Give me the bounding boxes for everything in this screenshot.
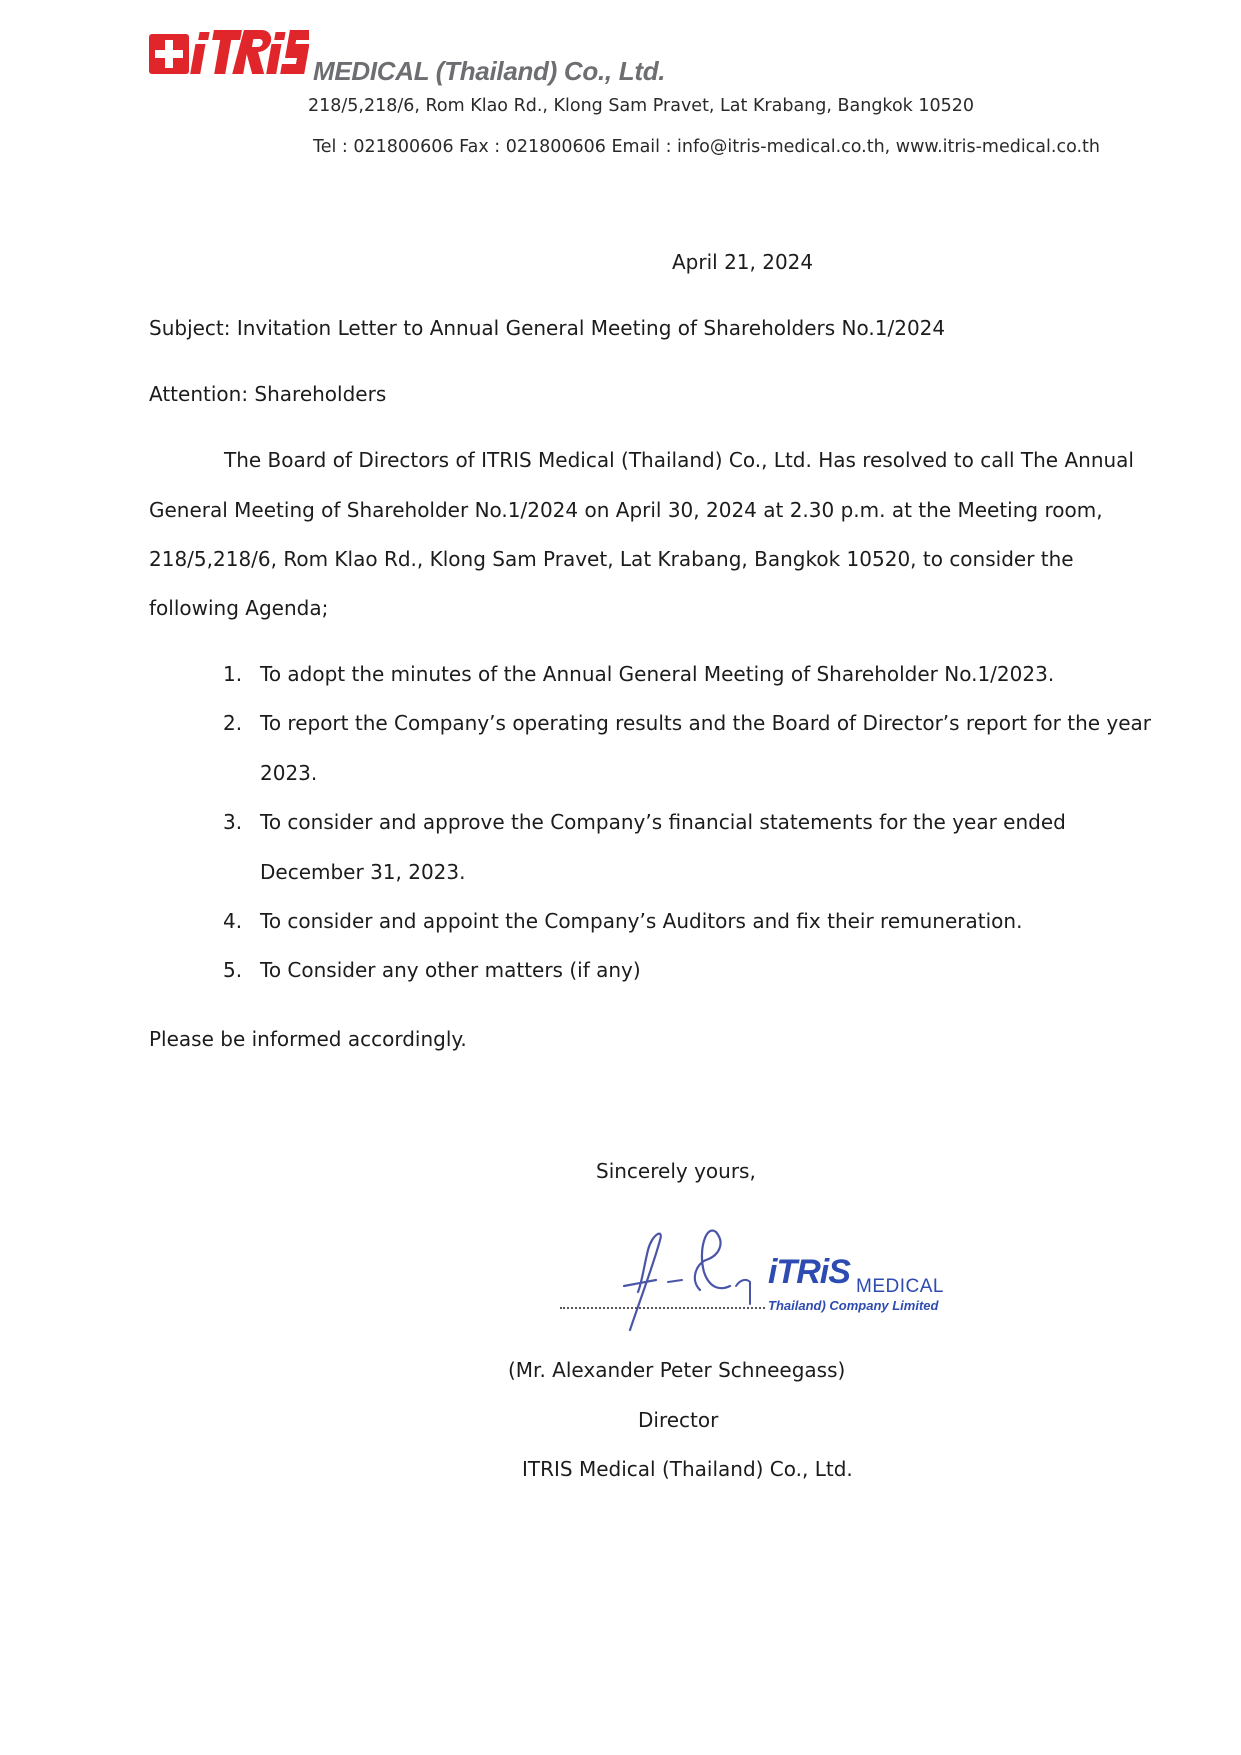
itris-logo-mark <box>149 24 309 86</box>
signer-name: (Mr. Alexander Peter Schneegass) <box>508 1358 846 1382</box>
signer-title: Director <box>638 1408 719 1432</box>
signature-dotted-line <box>560 1307 765 1309</box>
agenda-number: 3. <box>223 810 243 834</box>
company-address: 218/5,218/6, Rom Klao Rd., Klong Sam Pravet, Lat Krabang, Bangkok 10520 <box>308 96 975 116</box>
letter-date: April 21, 2024 <box>672 250 814 274</box>
agenda-item-text: December 31, 2023. <box>260 860 466 884</box>
sign-off: Sincerely yours, <box>596 1159 756 1183</box>
agenda-item-text: To Consider any other matters (if any) <box>260 958 641 982</box>
agenda-item-text: To consider and approve the Company’s financial statements for the year ended <box>260 810 1066 834</box>
stamp-subtitle: Thailand) Company Limited <box>768 1298 939 1313</box>
attention-label: Attention <box>149 382 242 406</box>
agenda-number: 1. <box>223 662 243 686</box>
stamp-logo: iTRiS <box>768 1253 850 1291</box>
subject-text: : Invitation Letter to Annual General Meeting of Shareholders No.1/2024 <box>223 316 946 340</box>
stamp-medical: MEDICAL <box>856 1276 944 1297</box>
agenda-item-text: To adopt the minutes of the Annual General Meeting of Shareholder No.1/2023. <box>260 662 1055 686</box>
subject-line <box>149 316 945 340</box>
subject-label: Subject <box>149 316 224 340</box>
agenda-number: 4. <box>223 909 243 933</box>
company-contact: Tel : 021800606 Fax : 021800606 Email : info@itris-medical.co.th, www.itris-medical.co.th <box>313 137 1100 157</box>
agenda-item-text: To report the Company’s operating results and the Board of Director’s report for the year <box>260 711 1152 735</box>
attention-text: : Shareholders <box>241 382 387 406</box>
agenda-number: 5. <box>223 958 243 982</box>
body-line: 218/5,218/6, Rom Klao Rd., Klong Sam Pravet, Lat Krabang, Bangkok 10520, to consider the <box>149 547 1074 571</box>
company-name: MEDICAL (Thailand) Co., Ltd. <box>313 56 666 86</box>
agenda-number: 2. <box>223 711 243 735</box>
signer-company: ITRIS Medical (Thailand) Co., Ltd. <box>522 1457 853 1481</box>
body-line: following Agenda; <box>149 596 329 620</box>
company-logo <box>149 24 309 88</box>
body-line: The Board of Directors of ITRIS Medical (Thailand) Co., Ltd. Has resolved to call The Annual <box>224 448 1134 472</box>
agenda-item-text: 2023. <box>260 761 318 785</box>
body-line: General Meeting of Shareholder No.1/2024 on April 30, 2024 at 2.30 p.m. at the Meeting room, <box>149 498 1103 522</box>
closing-line: Please be informed accordingly. <box>149 1027 467 1051</box>
agenda-item-text: To consider and appoint the Company’s Auditors and fix their remuneration. <box>260 909 1023 933</box>
attention-line <box>149 382 386 406</box>
